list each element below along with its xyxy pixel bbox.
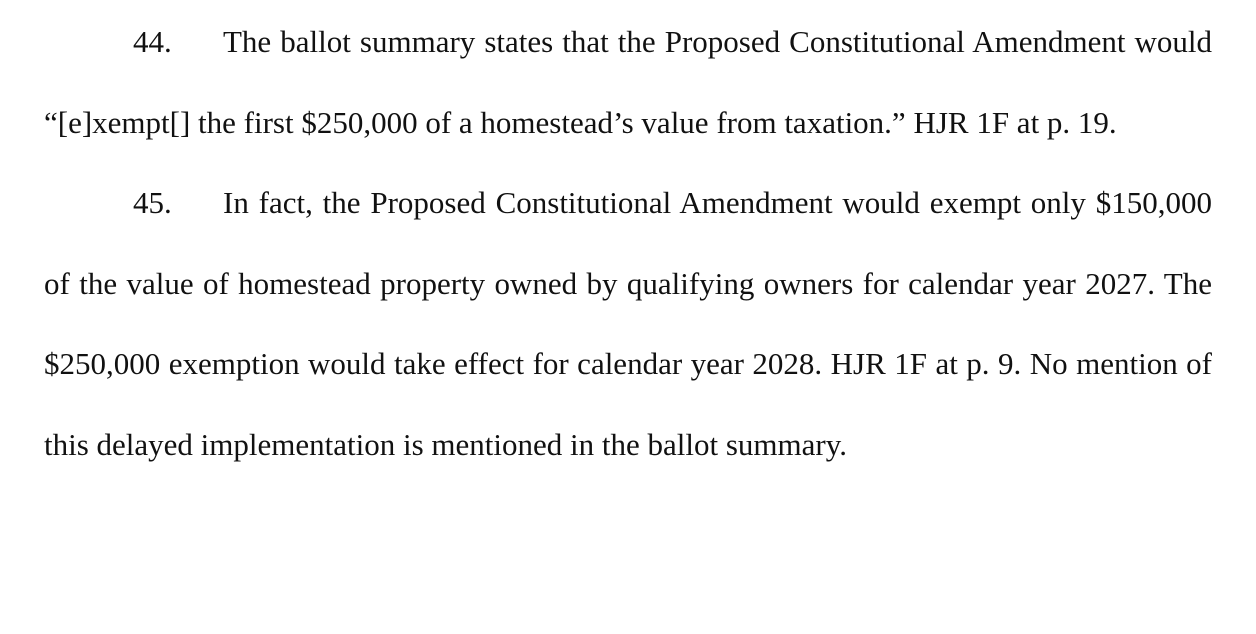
paragraph-text: In fact, the Proposed Constitutional Amendment would exempt only $150,000 of the value of homestead property owned by qualifying owners for calendar year 2027. The $250,000 exemption would take effect for calendar year 2028. HJR 1F at p. 9. No mention of this delayed implementation is mentioned in the ballot summary. [44,185,1212,462]
paragraph-44 [44,0,1212,163]
paragraph-number: 45. [133,185,172,220]
document-page [44,0,1212,485]
paragraph-number: 44. [133,24,172,59]
paragraph-text: The ballot summary states that the Proposed Constitutional Amendment would “[e]xempt[] the first $250,000 of a homestead’s value from taxation.” HJR 1F at p. 19. [44,24,1212,140]
paragraph-45 [44,163,1212,485]
